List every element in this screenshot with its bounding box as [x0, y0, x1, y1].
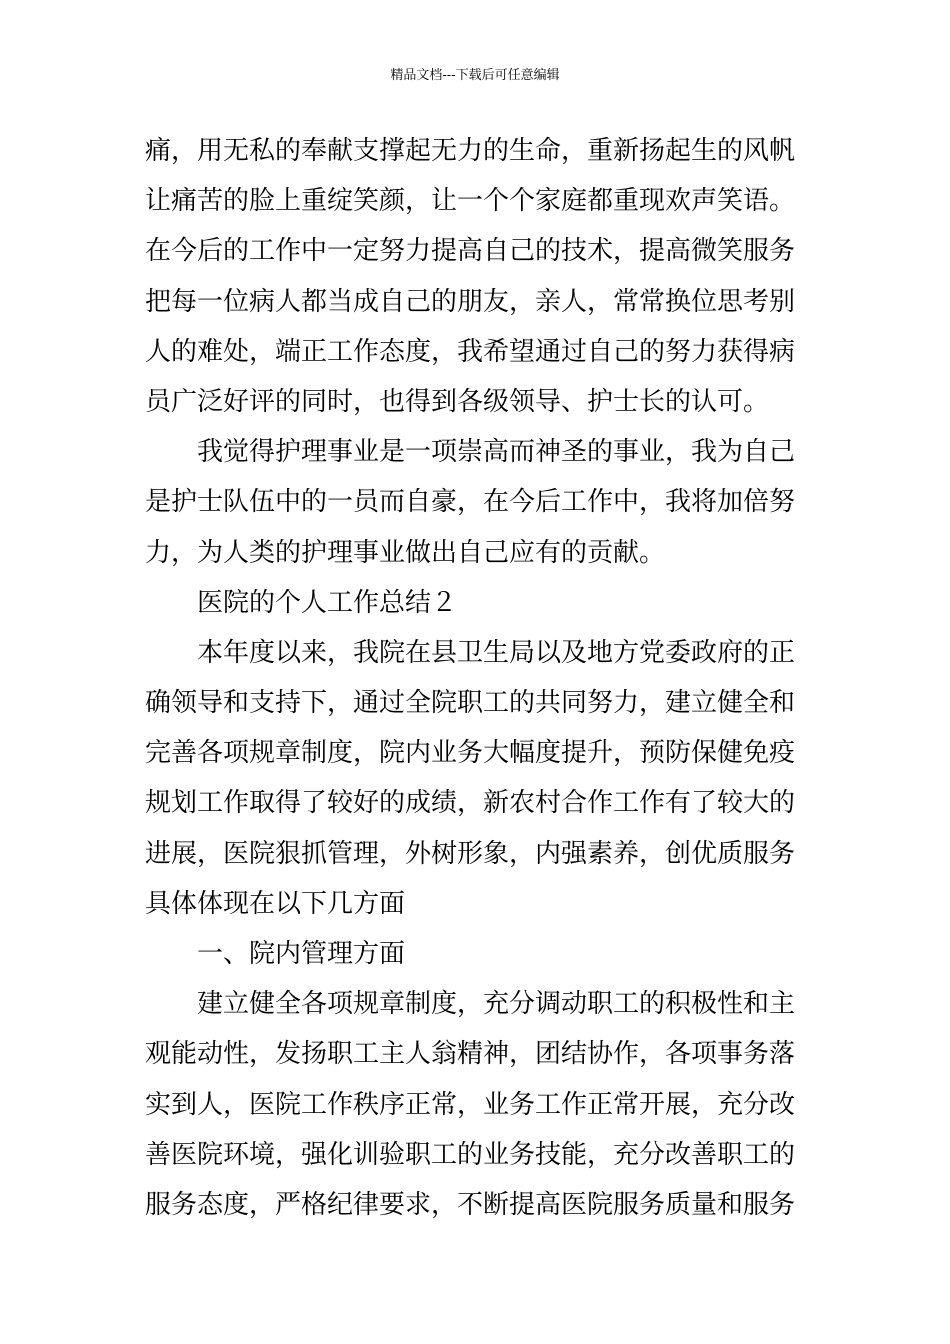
page-header: 精品文档---下载后可任意编辑 [390, 68, 560, 83]
text-line: 确领导和支持下，通过全院职工的共同努力，建立健全和 [145, 688, 796, 719]
paragraph-start-line: 本年度以来，我院在县卫生局以及地方党委政府的正 [197, 637, 796, 668]
text-line: 员广泛好评的同时，也得到各级领导、护士长的认可。 [145, 386, 770, 417]
text-line: 观能动性，发扬职工主人翁精神，团结协作，各项事务落 [145, 1039, 796, 1070]
text-line: 进展，医院狠抓管理，外树形象，内强素养，创优质服务 [145, 838, 796, 869]
text-line: 痛，用无私的奉献支撑起无力的生命，重新扬起生的风帆 [145, 136, 796, 166]
text-line: 把每一位病人都当成自己的朋友，亲人，常常换位思考别 [145, 286, 796, 317]
document-body [145, 126, 809, 1230]
text-line: 在今后的工作中一定努力提高自己的技术，提高微笑服务 [145, 236, 796, 267]
paragraph-start-line: 建立健全各项规章制度，充分调动职工的积极性和主 [197, 989, 796, 1020]
text-line: 完善各项规章制度，院内业务大幅度提升，预防保健免疫 [145, 738, 796, 769]
text-line: 规划工作取得了较好的成绩，新农村合作工作有了较大的 [145, 788, 796, 819]
paragraph-start-line: 我觉得护理事业是一项崇高而神圣的事业，我为自己 [197, 437, 796, 468]
subsection-heading: 一、院内管理方面 [197, 939, 406, 969]
text-line: 服务态度，严格纪律要求，不断提高医院服务质量和服务 [145, 1189, 796, 1220]
text-line: 善医院环境，强化训验职工的业务技能，充分改善职工的 [145, 1139, 796, 1170]
text-line: 力，为人类的护理事业做出自己应有的贡献。 [145, 537, 666, 568]
text-line: 具体体现在以下几方面 [145, 888, 406, 919]
section-heading: 医院的个人工作总结２ [197, 587, 458, 618]
text-line: 人的难处，端正工作态度，我希望通过自己的努力获得病 [145, 336, 796, 367]
text-line: 是护士队伍中的一员而自豪，在今后工作中，我将加倍努 [145, 487, 796, 518]
text-line: 让痛苦的脸上重绽笑颜，让一个个家庭都重现欢声笑语。 [145, 186, 796, 217]
text-line: 实到人，医院工作秩序正常，业务工作正常开展，充分改 [145, 1089, 796, 1120]
